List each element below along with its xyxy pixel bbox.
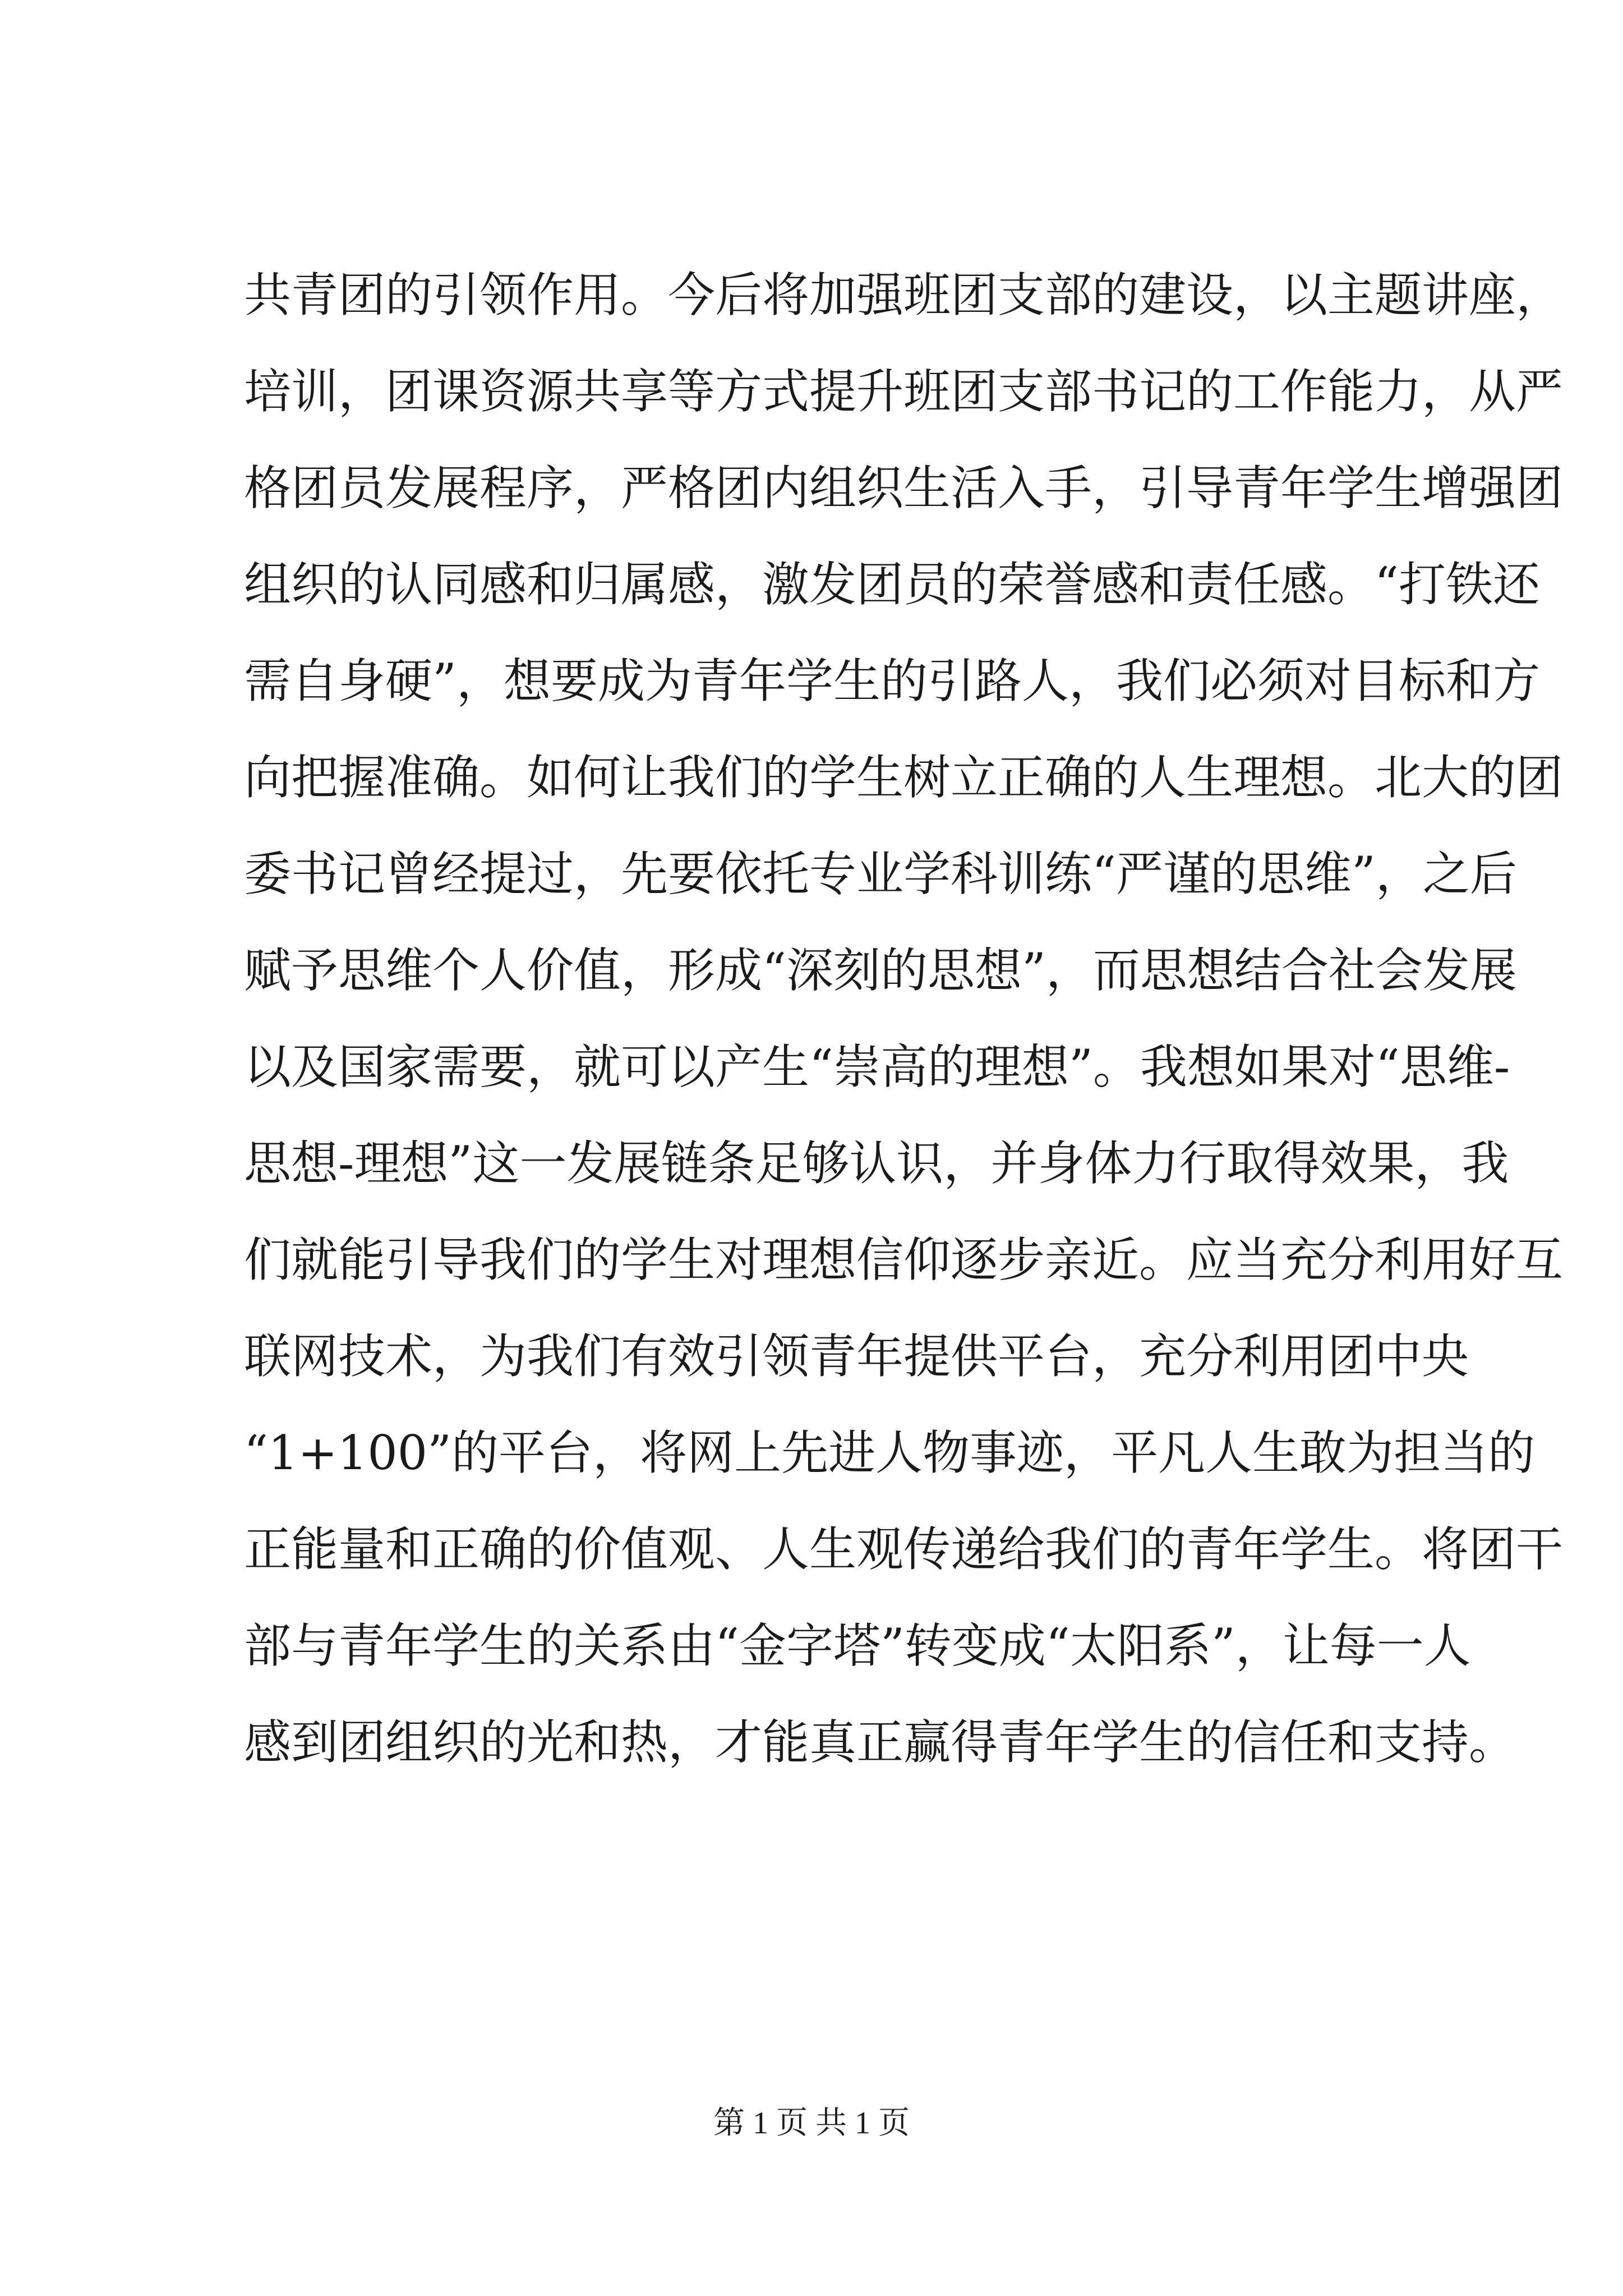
text-line: 培训，团课资源共享等方式提升班团支部书记的工作能力，从严 xyxy=(244,364,1564,419)
text-line: 向把握准确。如何让我们的学生树立正确的人生理想。北大的团 xyxy=(244,750,1564,805)
text-line: 以及国家需要，就可以产生“崇高的理想”。我想如果对“思维- xyxy=(244,1039,1510,1094)
text-line: 需自身硬”，想要成为青年学生的引路人，我们必须对目标和方 xyxy=(244,654,1540,708)
page-footer: 第 1 页 共 1 页 xyxy=(713,2106,910,2141)
text-line: 部与青年学生的关系由“金字塔”转变成“太阳系”，让每一人 xyxy=(244,1618,1471,1673)
text-line: 共青团的引领作用。今后将加强班团支部的建设，以主题讲座， xyxy=(244,268,1564,323)
text-line: 赋予思维个人价值，形成“深刻的思想”，而思想结合社会发展 xyxy=(244,943,1517,998)
text-line: “1+100”的平台，将网上先进人物事迹，平凡人生敢为担当的 xyxy=(244,1425,1536,1480)
text-line: 正能量和正确的价值观、人生观传递给我们的青年学生。将团干 xyxy=(244,1522,1564,1577)
text-line: 组织的认同感和归属感，激发团员的荣誉感和责任感。“打铁还 xyxy=(244,557,1540,612)
text-line: 感到团组织的光和热，才能真正赢得青年学生的信任和支持。 xyxy=(244,1715,1516,1770)
text-line: 思想-理想”这一发展链条足够认识，并身体力行取得效果，我 xyxy=(244,1136,1509,1191)
text-line: 格团员发展程序，严格团内组织生活入手，引导青年学生增强团 xyxy=(244,461,1564,516)
text-line: 委书记曾经提过，先要依托专业学科训练“严谨的思维”，之后 xyxy=(244,846,1517,901)
text-line: 们就能引导我们的学生对理想信仰逐步亲近。应当充分利用好互 xyxy=(244,1232,1564,1287)
body-paragraph xyxy=(244,247,1564,1791)
text-line: 联网技术，为我们有效引领青年提供平台，充分利用团中央 xyxy=(244,1329,1469,1384)
